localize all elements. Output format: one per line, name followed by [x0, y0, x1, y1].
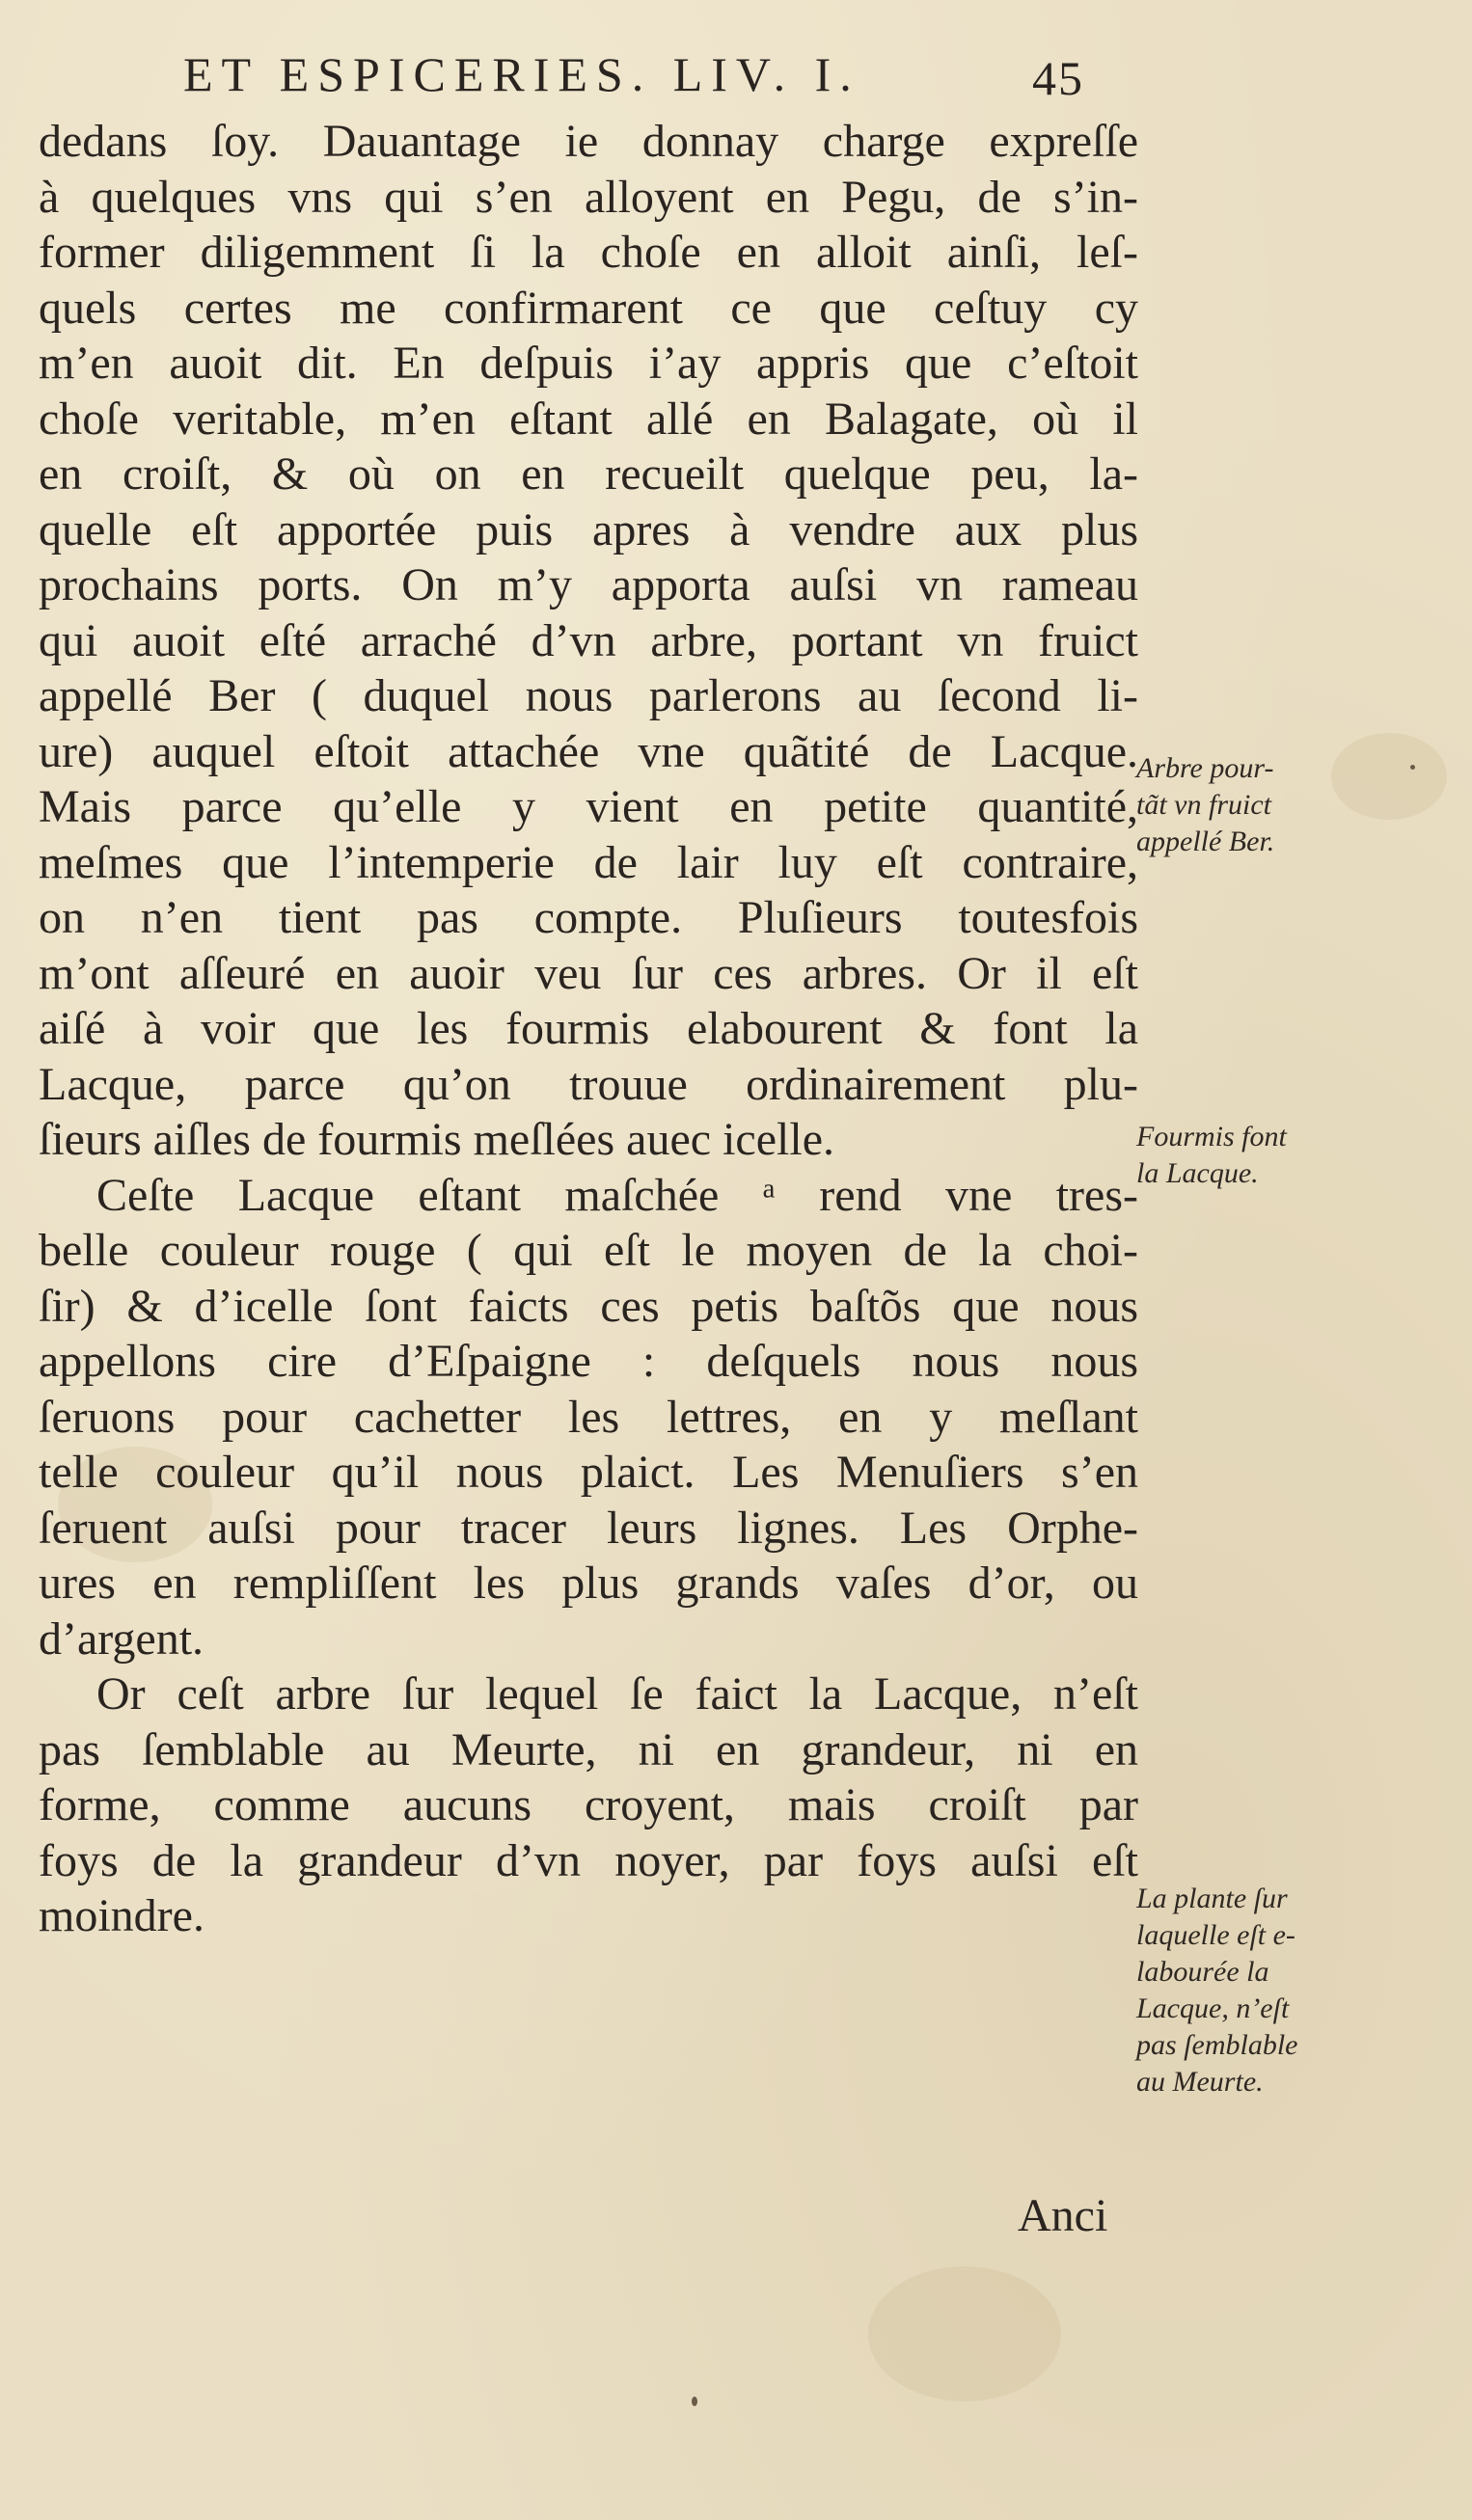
text-line: ſieurs aiſles de fourmis meſlées auec icelle.	[39, 1114, 834, 1165]
text-line: m’ont aſſeuré en auoir veu ſur ces arbres. Or il eſt	[39, 947, 1138, 999]
running-head-title: ET ESPICERIES. LIV. I.	[183, 47, 860, 101]
text-line: en croiſt, & où on en recueilt quelque peu, la-	[39, 448, 1138, 500]
paper-stain	[868, 2266, 1061, 2401]
text-line: m’en auoit dit. En deſpuis i’ay appris que c’eſtoit	[39, 338, 1138, 389]
text-line: telle couleur qu’il nous plaict. Les Menuſiers s’en	[39, 1447, 1138, 1498]
margin-note-line: Lacque, n’eſt	[1136, 1992, 1290, 2024]
text-line: quels certes me confirmarent ce que ceſtuy cy	[39, 282, 1138, 334]
text-line: ſeruons pour cachetter les lettres, en y meſlant	[39, 1391, 1138, 1443]
margin-note-line: tãt vn fruict	[1136, 789, 1271, 821]
ink-speck	[1410, 765, 1415, 770]
text-line: dedans ſoy. Dauantage ie donnay charge expreſſe	[39, 116, 1138, 167]
text-line: choſe veritable, m’en eſtant allé en Balagate, où il	[39, 393, 1138, 445]
text-line: Lacque, parce qu’on trouue ordinairement plu-	[39, 1058, 1138, 1110]
margin-note-plante	[1136, 1881, 1387, 2100]
margin-note-arbre	[1136, 750, 1387, 860]
margin-note-line: La plante ſur	[1136, 1883, 1288, 1914]
margin-note-line: pas ſemblable	[1136, 2029, 1298, 2061]
text-line: ure) auquel eſtoit attachée vne quãtité de Lacque.	[39, 725, 1138, 777]
text-line: moindre.	[39, 1890, 204, 1941]
text-line: forme, comme aucuns croyent, mais croiſt par	[39, 1779, 1138, 1830]
text-line: ſeruent auſsi pour tracer leurs lignes. Les Orphe-	[39, 1502, 1138, 1554]
text-line: à quelques vns qui s’en alloyent en Pegu, de s’in-	[39, 171, 1138, 223]
text-line: meſmes que l’intemperie de lair luy eſt contraire,	[39, 836, 1138, 888]
text-line: qui auoit eſté arraché d’vn arbre, portant vn fruict	[39, 614, 1138, 666]
margin-note-line: Fourmis font	[1136, 1121, 1287, 1152]
margin-note-line: la Lacque.	[1136, 1157, 1259, 1189]
text-line: appellons cire d’Eſpaigne : deſquels nous nous	[39, 1336, 1138, 1387]
text-line: foys de la grandeur d’vn noyer, par foys auſsi eſt	[39, 1834, 1138, 1886]
margin-note-line: labourée la	[1136, 1956, 1269, 1988]
text-line: Ceſte Lacque eſtant maſchée ᵃ rend vne tres-	[96, 1169, 1138, 1221]
text-line: ſir) & d’icelle ſont faicts ces petis baſtõs que nous	[39, 1280, 1138, 1332]
text-line: on n’en tient pas compte. Pluſieurs toutesfois	[39, 892, 1138, 943]
text-line: quelle eſt apportée puis apres à vendre aux plus	[39, 503, 1138, 555]
text-line: ures en rempliſſent les plus grands vaſes d’or, ou	[39, 1558, 1138, 1609]
text-line: prochains ports. On m’y apporta auſsi vn rameau	[39, 559, 1138, 610]
margin-note-fourmis	[1136, 1119, 1387, 1192]
text-line: Or ceſt arbre ſur lequel ſe faict la Lacque, n’eſt	[96, 1668, 1138, 1720]
body-text	[39, 114, 1138, 1944]
margin-note-line: au Meurte.	[1136, 2066, 1264, 2098]
text-line: appellé Ber ( duquel nous parlerons au ſecond li-	[39, 670, 1138, 721]
text-line: pas ſemblable au Meurte, ni en grandeur, ni en	[39, 1723, 1138, 1775]
running-head	[183, 46, 1148, 114]
margin-note-line: laquelle eſt e-	[1136, 1919, 1295, 1951]
margin-note-line: Arbre pour-	[1136, 752, 1274, 784]
text-line: d’argent.	[39, 1612, 204, 1665]
margin-note-line: appellé Ber.	[1136, 826, 1275, 857]
page-number: 45	[1032, 51, 1084, 105]
ink-speck	[692, 2397, 697, 2406]
text-line: belle couleur rouge ( qui eſt le moyen de la choi-	[39, 1225, 1138, 1276]
text-line: former diligemment ſi la choſe en alloit ainſi, leſ-	[39, 227, 1138, 278]
text-line: aiſé à voir que les fourmis elabourent & font la	[39, 1003, 1138, 1054]
text-line: Mais parce qu’elle y vient en petite quantité,	[39, 781, 1138, 832]
catchword: Anci	[1018, 2190, 1108, 2241]
